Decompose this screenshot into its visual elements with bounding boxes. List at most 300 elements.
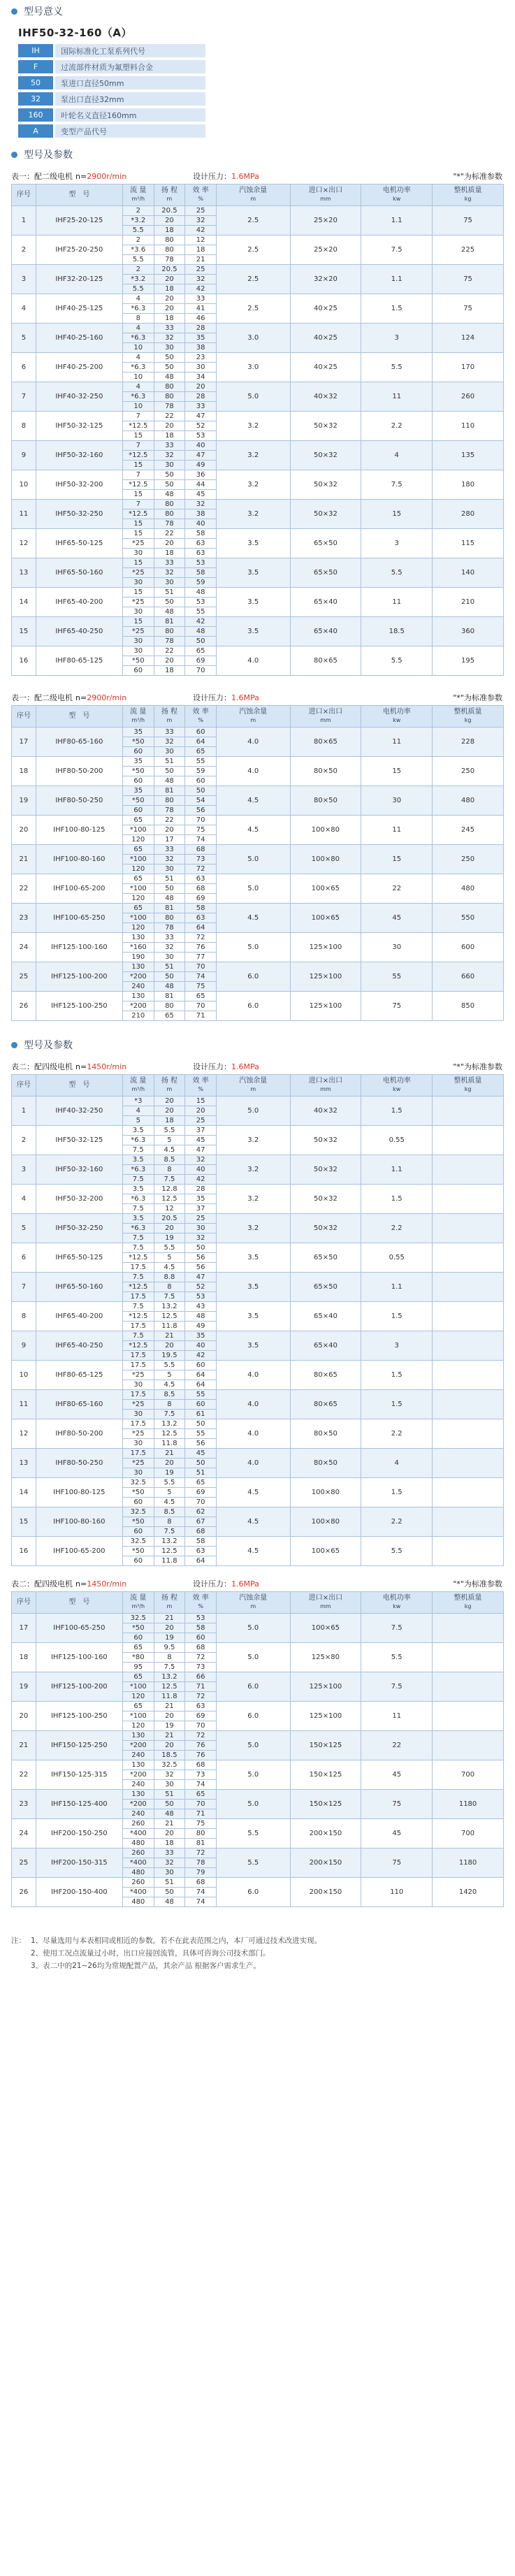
head-value: 33: [154, 845, 185, 855]
efficiency-value: 74: [185, 835, 217, 845]
efficiency-value: 69: [185, 894, 217, 904]
npsh-value: 2.5: [216, 206, 290, 236]
flow-value: *50: [122, 1488, 154, 1498]
port-size: 80×65: [290, 1361, 361, 1390]
motor-power: 7.5: [361, 1672, 433, 1702]
flow-value: *200: [122, 1800, 154, 1809]
flow-value: *100: [122, 1682, 154, 1692]
npsh-value: 5.0: [216, 1760, 290, 1790]
efficiency-value: 40: [185, 1341, 217, 1351]
pressure-label: 设计压力：: [193, 1579, 231, 1589]
npsh-value: 3.0: [216, 353, 290, 382]
head-value: 48: [154, 372, 185, 382]
unit-weight: 250: [433, 845, 504, 874]
flow-value: *100: [122, 884, 154, 894]
head-value: 32: [154, 737, 185, 747]
column-header: 整机质量 kg: [433, 184, 504, 206]
efficiency-value: 41: [185, 304, 217, 314]
port-size: 50×32: [290, 1155, 361, 1185]
row-number: 13: [12, 558, 36, 588]
motor-power: 1.5: [361, 1478, 433, 1507]
row-number: 24: [12, 933, 36, 962]
model-name: IHF50-32-160: [36, 1155, 122, 1185]
flow-value: 30: [122, 637, 154, 646]
head-value: 32: [154, 451, 185, 461]
port-size: 100×80: [290, 845, 361, 874]
unit-weight: 550: [433, 904, 504, 933]
flow-value: 260: [122, 1878, 154, 1888]
flow-value: 7.5: [122, 1243, 154, 1253]
flow-value: *400: [122, 1829, 154, 1839]
table-row: [12, 1819, 504, 1829]
motor-power: 4: [361, 1449, 433, 1478]
row-number: 12: [12, 529, 36, 558]
note-item: 1、尽量选用与本表相同或相近的参数，若不在此表范围之内，本厂可通过技术改进实现。: [31, 1937, 322, 1945]
head-value: 81: [154, 992, 185, 1001]
efficiency-value: 74: [185, 1897, 217, 1907]
pressure-value: 1.6MPa: [231, 1579, 259, 1589]
head-value: 80: [154, 500, 185, 509]
flow-value: *3.2: [122, 275, 154, 284]
row-number: 10: [12, 1361, 36, 1390]
table-row: [12, 382, 504, 392]
table-row: [12, 933, 504, 943]
unit-weight: 195: [433, 646, 504, 676]
speed-label: n=: [75, 1062, 87, 1071]
unit-weight: [433, 1243, 504, 1273]
head-value: 80: [154, 236, 185, 245]
head-value: 20: [154, 304, 185, 314]
row-number: 9: [12, 1331, 36, 1361]
head-value: 78: [154, 806, 185, 816]
npsh-value: 3.2: [216, 1155, 290, 1185]
flow-value: *6.3: [122, 333, 154, 343]
port-size: 50×32: [290, 1126, 361, 1155]
head-value: 20: [154, 294, 185, 304]
table-row: [12, 728, 504, 737]
efficiency-value: 59: [185, 578, 217, 588]
flow-value: 17.5: [122, 1361, 154, 1370]
flow-value: 130: [122, 992, 154, 1001]
flow-value: 2: [122, 265, 154, 275]
efficiency-value: 74: [185, 972, 217, 982]
port-size: 125×100: [290, 992, 361, 1021]
motor-power: 55: [361, 962, 433, 992]
efficiency-value: 58: [185, 904, 217, 913]
flow-value: 35: [122, 728, 154, 737]
flow-value: 32.5: [122, 1507, 154, 1517]
head-value: 20: [154, 1106, 185, 1116]
motor-power: 30: [361, 933, 433, 962]
npsh-value: 5.0: [216, 1643, 290, 1672]
efficiency-value: 56: [185, 1253, 217, 1263]
npsh-value: 4.0: [216, 1361, 290, 1390]
efficiency-value: 50: [185, 1419, 217, 1429]
section-title: 型号及参数: [24, 150, 73, 161]
head-value: 80: [154, 1001, 185, 1011]
model-name: IHF50-32-160: [36, 441, 122, 470]
head-value: 5: [154, 1370, 185, 1380]
efficiency-value: 28: [185, 392, 217, 402]
table-caption: 表二：配四级电机: [11, 1579, 73, 1589]
unit-weight: 480: [433, 874, 504, 904]
unit-weight: 850: [433, 992, 504, 1021]
row-number: 6: [12, 353, 36, 382]
efficiency-value: 40: [185, 441, 217, 451]
flow-value: 120: [122, 864, 154, 874]
row-number: 26: [12, 1878, 36, 1907]
flow-value: *100: [122, 1712, 154, 1721]
flow-value: 3.5: [122, 1155, 154, 1165]
efficiency-value: 76: [185, 1741, 217, 1751]
efficiency-value: 74: [185, 1888, 217, 1897]
row-number: 9: [12, 441, 36, 470]
section-title: 型号及参数: [24, 1040, 73, 1051]
unit-weight: 140: [433, 558, 504, 588]
unit-weight: [433, 1097, 504, 1126]
efficiency-value: 47: [185, 1145, 217, 1155]
table-row: [12, 500, 504, 509]
npsh-value: 4.0: [216, 728, 290, 757]
model-name: IHF80-50-200: [36, 1419, 122, 1449]
motor-power: 5.5: [361, 353, 433, 382]
head-value: 19: [154, 1233, 185, 1243]
head-value: 5: [154, 1136, 185, 1145]
port-size: 200×150: [290, 1878, 361, 1907]
flow-value: 60: [122, 776, 154, 786]
efficiency-value: 68: [185, 845, 217, 855]
head-value: 5.5: [154, 1361, 185, 1370]
model-name: IHF100-80-125: [36, 1478, 122, 1507]
head-value: 8: [154, 1653, 185, 1663]
unit-weight: [433, 1449, 504, 1478]
npsh-value: 4.5: [216, 816, 290, 845]
row-number: 2: [12, 1126, 36, 1155]
bullet-dot-icon: [11, 8, 17, 15]
spec-table-block-3: [11, 1059, 504, 1566]
efficiency-value: 35: [185, 333, 217, 343]
head-value: 48: [154, 982, 185, 992]
unit-weight: [433, 1331, 504, 1361]
head-value: 32: [154, 1770, 185, 1780]
flow-value: 480: [122, 1868, 154, 1878]
column-header: 电机功率 kw: [361, 1592, 433, 1614]
flow-value: *25: [122, 568, 154, 578]
head-value: 78: [154, 255, 185, 265]
model-name: IHF50-32-200: [36, 1185, 122, 1214]
head-value: 32: [154, 333, 185, 343]
efficiency-value: 49: [185, 461, 217, 470]
model-name: IHF100-65-250: [36, 904, 122, 933]
efficiency-value: 79: [185, 1868, 217, 1878]
legend-row: [18, 124, 504, 138]
npsh-value: 5.5: [216, 1819, 290, 1848]
efficiency-value: 42: [185, 284, 217, 294]
flow-value: *25: [122, 539, 154, 549]
efficiency-value: 56: [185, 806, 217, 816]
table-row: [12, 786, 504, 796]
table-row: [12, 845, 504, 855]
flow-value: *25: [122, 627, 154, 637]
model-name: IHF40-25-125: [36, 294, 122, 324]
table-row: [12, 1449, 504, 1459]
row-number: 20: [12, 1702, 36, 1731]
flow-value: 5.5: [122, 255, 154, 265]
efficiency-value: 53: [185, 431, 217, 441]
efficiency-value: 80: [185, 1829, 217, 1839]
head-value: 20: [154, 656, 185, 666]
head-value: 9.5: [154, 1643, 185, 1653]
flow-value: 3.5: [122, 1214, 154, 1224]
model-name: IHF25-20-125: [36, 206, 122, 236]
head-value: 21: [154, 1614, 185, 1623]
flow-value: *12.5: [122, 1282, 154, 1292]
flow-value: 65: [122, 1702, 154, 1712]
flow-value: *6.3: [122, 1224, 154, 1233]
flow-value: 7.5: [122, 1204, 154, 1214]
head-value: 8.5: [154, 1390, 185, 1400]
column-header: 序号: [12, 706, 36, 728]
head-value: 20: [154, 1459, 185, 1468]
row-number: 25: [12, 962, 36, 992]
unit-weight: 210: [433, 588, 504, 617]
efficiency-value: 71: [185, 1011, 217, 1021]
column-header: 汽蚀余量 m: [216, 1592, 290, 1614]
head-value: 30: [154, 343, 185, 353]
efficiency-value: 64: [185, 1380, 217, 1390]
npsh-value: 3.2: [216, 412, 290, 441]
legend-row: [18, 60, 504, 73]
motor-power: 1.5: [361, 1302, 433, 1331]
table-row: [12, 1273, 504, 1282]
motor-power: 75: [361, 1848, 433, 1878]
head-value: 30: [154, 953, 185, 962]
flow-value: 7: [122, 500, 154, 509]
efficiency-value: 64: [185, 737, 217, 747]
table-row: [12, 1361, 504, 1370]
motor-power: 5.5: [361, 646, 433, 676]
speed-value: 1450r/min: [87, 1579, 127, 1589]
model-name: IHF80-65-160: [36, 728, 122, 757]
motor-power: 11: [361, 728, 433, 757]
table-row: [12, 588, 504, 598]
flow-value: 15: [122, 461, 154, 470]
unit-weight: 115: [433, 529, 504, 558]
head-value: 8: [154, 1517, 185, 1527]
port-size: 125×100: [290, 933, 361, 962]
flow-value: 30: [122, 607, 154, 617]
efficiency-value: 65: [185, 1790, 217, 1800]
unit-weight: 245: [433, 816, 504, 845]
table-meta: [11, 690, 504, 705]
head-value: 78: [154, 923, 185, 933]
motor-power: 1.1: [361, 265, 433, 294]
head-value: 20.5: [154, 265, 185, 275]
table-row: [12, 353, 504, 363]
flow-value: 4: [122, 294, 154, 304]
npsh-value: 5.0: [216, 845, 290, 874]
flow-value: *12.5: [122, 1253, 154, 1263]
motor-power: 11: [361, 1702, 433, 1731]
row-number: 1: [12, 206, 36, 236]
model-name: IHF200-150-250: [36, 1819, 122, 1848]
row-number: 17: [12, 1614, 36, 1643]
flow-value: 60: [122, 747, 154, 757]
efficiency-value: 70: [185, 962, 217, 972]
efficiency-value: 63: [185, 1702, 217, 1712]
efficiency-value: 66: [185, 1672, 217, 1682]
efficiency-value: 72: [185, 864, 217, 874]
efficiency-value: 72: [185, 933, 217, 943]
motor-power: 22: [361, 1731, 433, 1760]
efficiency-value: 77: [185, 953, 217, 962]
unit-weight: 75: [433, 265, 504, 294]
motor-power: 110: [361, 1878, 433, 1907]
legend-desc: 过流部件材质为氟塑料合金: [55, 60, 205, 73]
flow-value: *25: [122, 1400, 154, 1410]
efficiency-value: 72: [185, 1848, 217, 1858]
model-name: IHF50-32-250: [36, 1214, 122, 1243]
efficiency-value: 58: [185, 529, 217, 539]
table-row: [12, 1126, 504, 1136]
flow-value: 15: [122, 431, 154, 441]
npsh-value: 3.2: [216, 1185, 290, 1214]
head-value: 8: [154, 1165, 185, 1175]
efficiency-value: 61: [185, 1410, 217, 1419]
head-value: 8: [154, 1400, 185, 1410]
section-title: 型号意义: [24, 6, 63, 17]
model-name: IHF125-100-160: [36, 933, 122, 962]
model-name: IHF80-50-250: [36, 1449, 122, 1478]
port-size: 150×125: [290, 1760, 361, 1790]
efficiency-value: 48: [185, 627, 217, 637]
efficiency-value: 75: [185, 1819, 217, 1829]
efficiency-value: 72: [185, 1653, 217, 1663]
spec-table: [11, 184, 504, 676]
head-value: 33: [154, 728, 185, 737]
table-caption: 表一：配二级电机: [11, 693, 73, 702]
head-value: 22: [154, 816, 185, 825]
unit-weight: 225: [433, 236, 504, 265]
flow-value: 130: [122, 1760, 154, 1770]
efficiency-value: 68: [185, 1878, 217, 1888]
table-row: [12, 617, 504, 627]
model-name: IHF125-100-200: [36, 1672, 122, 1702]
flow-value: 60: [122, 1527, 154, 1537]
model-name: IHF65-40-200: [36, 1302, 122, 1331]
table-row: [12, 1390, 504, 1400]
table-row: [12, 904, 504, 913]
flow-value: *400: [122, 1858, 154, 1868]
note-item: 3、表二中的21~26均为常规配置产品，其余产品 根据客户需求生产。: [31, 1962, 261, 1970]
flow-value: *6.3: [122, 1194, 154, 1204]
column-header: 序号: [12, 1075, 36, 1097]
row-number: 3: [12, 1155, 36, 1185]
head-value: 32: [154, 855, 185, 864]
efficiency-value: 23: [185, 353, 217, 363]
model-name: IHF150-125-400: [36, 1790, 122, 1819]
unit-weight: [433, 1478, 504, 1507]
row-number: 4: [12, 1185, 36, 1214]
port-size: 80×65: [290, 646, 361, 676]
npsh-value: 3.2: [216, 470, 290, 500]
flow-value: 190: [122, 953, 154, 962]
flow-value: 65: [122, 845, 154, 855]
head-value: 11.8: [154, 1692, 185, 1702]
flow-value: 130: [122, 933, 154, 943]
model-name: IHF50-32-250: [36, 500, 122, 529]
row-number: 1: [12, 1097, 36, 1126]
efficiency-value: 63: [185, 1547, 217, 1556]
column-header: 电机功率 kw: [361, 1075, 433, 1097]
flow-value: 7.5: [122, 1145, 154, 1155]
unit-weight: 600: [433, 933, 504, 962]
efficiency-value: 53: [185, 598, 217, 607]
npsh-value: 2.5: [216, 294, 290, 324]
flow-value: *100: [122, 855, 154, 864]
efficiency-value: 50: [185, 637, 217, 646]
flow-value: 32.5: [122, 1614, 154, 1623]
flow-value: 10: [122, 372, 154, 382]
efficiency-value: 44: [185, 480, 217, 490]
head-value: 20.5: [154, 206, 185, 216]
table-row: [12, 1672, 504, 1682]
head-value: 8.5: [154, 1155, 185, 1165]
efficiency-value: 32: [185, 1233, 217, 1243]
column-header: 序号: [12, 184, 36, 206]
head-value: 18: [154, 314, 185, 324]
flow-value: *200: [122, 1001, 154, 1011]
efficiency-value: 65: [185, 646, 217, 656]
head-value: 20: [154, 1097, 185, 1106]
port-size: 40×25: [290, 294, 361, 324]
flow-value: 15: [122, 588, 154, 598]
npsh-value: 4.5: [216, 904, 290, 933]
port-size: 65×40: [290, 1302, 361, 1331]
flow-value: 240: [122, 982, 154, 992]
flow-value: 120: [122, 1721, 154, 1731]
port-size: 25×20: [290, 236, 361, 265]
column-header: 汽蚀余量 m: [216, 184, 290, 206]
port-size: 50×32: [290, 500, 361, 529]
head-value: 80: [154, 913, 185, 923]
unit-weight: [433, 1185, 504, 1214]
flow-value: *6.3: [122, 1136, 154, 1145]
flow-value: 65: [122, 1672, 154, 1682]
head-value: 81: [154, 617, 185, 627]
table-row: [12, 206, 504, 216]
flow-value: *25: [122, 598, 154, 607]
row-number: 26: [12, 992, 36, 1021]
flow-value: 3.5: [122, 1185, 154, 1194]
column-header: 扬 程 m: [154, 706, 185, 728]
flow-value: 7: [122, 412, 154, 421]
flow-value: 15: [122, 558, 154, 568]
flow-value: 120: [122, 894, 154, 904]
flow-value: *50: [122, 1623, 154, 1633]
efficiency-value: 64: [185, 1556, 217, 1566]
head-value: 11.8: [154, 1439, 185, 1449]
motor-power: 3: [361, 529, 433, 558]
efficiency-value: 33: [185, 402, 217, 412]
flow-value: 32.5: [122, 1478, 154, 1488]
efficiency-value: 20: [185, 382, 217, 392]
port-size: 125×80: [290, 1643, 361, 1672]
efficiency-value: 32: [185, 275, 217, 284]
head-value: 7.5: [154, 1410, 185, 1419]
efficiency-value: 15: [185, 1097, 217, 1106]
head-value: 50: [154, 353, 185, 363]
